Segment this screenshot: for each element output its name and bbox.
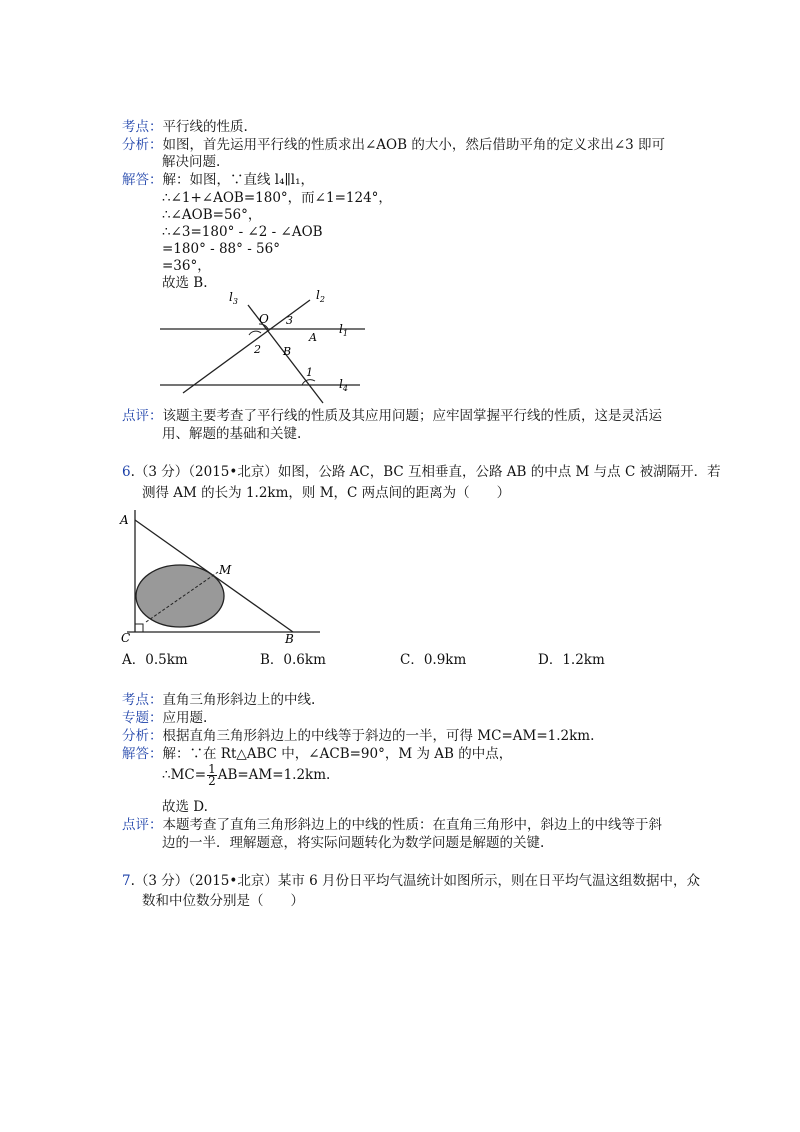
q6-kaodian-row [122, 692, 315, 709]
question-number: 6 [122, 464, 131, 480]
label-angle-2: 2 [254, 343, 261, 356]
fenxi-text-1: 如图，首先运用平行线的性质求出∠AOB 的大小，然后借助平角的定义求出∠3 即可 [162, 137, 666, 153]
label-B: B [283, 345, 292, 358]
fraction-numerator: 1 [208, 762, 216, 776]
label-angle-3: 3 [286, 314, 293, 327]
fenxi-label: 分析： [122, 728, 163, 744]
fenxi-text-2: 解决问题. [162, 154, 221, 170]
q6-stem-row [122, 464, 721, 481]
jieda-label: 解答： [122, 172, 163, 188]
parallel-lines-figure [155, 285, 370, 407]
q6-stem-2: 测得 AM 的长为 1.2km，则 M，C 两点间的距离为（ ） [142, 485, 511, 501]
angle-2-arc [249, 331, 261, 335]
dianping-text-1: 本题考查了直角三角形斜边上的中线的性质：在直角三角形中，斜边上的中线等于斜 [162, 817, 662, 833]
jieda-line-3: 故选 D. [162, 799, 208, 815]
right-angle-mark [135, 624, 143, 632]
fraction-denominator: 2 [208, 774, 216, 788]
lake-ellipse [136, 565, 224, 627]
label-C: C [121, 631, 131, 645]
label-B: B [285, 632, 294, 645]
option-C: C．0.9km [400, 652, 467, 668]
option-B: B．0.6km [260, 652, 326, 668]
kaodian-label: 考点： [122, 119, 163, 135]
q7-stem-1: .（3 分）（2015•北京）某市 6 月份日平均气温统计如图所示，则在日平均气温这组数据中，众 [130, 873, 701, 889]
q7-stem-2: 数和中位数分别是（ ） [142, 893, 304, 909]
kaodian-text: 直角三角形斜边上的中线. [162, 692, 316, 708]
triangle-lake-figure [115, 510, 325, 645]
zhuanti-label: 专题： [122, 710, 163, 726]
dianping-label: 点评： [122, 408, 163, 424]
option-D: D．1.2km [538, 652, 605, 668]
dianping-text-2: 用、解题的基础和关键. [162, 426, 302, 442]
jieda-line-2-pre: ∴MC= [162, 767, 207, 783]
fenxi-label: 分析： [122, 137, 163, 153]
label-O: O [259, 312, 269, 326]
label-angle-1: 1 [306, 366, 313, 379]
q6-zhuanti-row [122, 710, 207, 727]
kaodian-label: 考点： [122, 692, 163, 708]
q6-jieda-row [122, 746, 512, 763]
zhuanti-text: 应用题. [162, 710, 208, 726]
label-M: M [219, 563, 232, 577]
jieda-line-2-post: AB=AM=1.2km. [217, 767, 331, 783]
jieda-line-2 [162, 764, 330, 787]
dianping-text-2: 边的一半．理解题意，将实际问题转化为数学问题是解题的关键. [162, 835, 545, 851]
jieda-line-1: 解：∵在 Rt△ABC 中，∠ACB=90°，M 为 AB 的中点， [162, 746, 513, 762]
jieda-line-3: ∴∠AOB=56°， [162, 207, 262, 223]
jieda-line-6: =36°， [162, 258, 211, 274]
q5-jieda-row [122, 172, 314, 189]
dianping-text-1: 该题主要考查了平行线的性质及其应用问题；应牢固掌握平行线的性质，这是灵活运 [162, 408, 662, 424]
q7-stem-row [122, 873, 700, 890]
jieda-line-7: 故选 B. [162, 275, 208, 291]
label-A: A [120, 513, 129, 527]
q5-fenxi-row [122, 137, 665, 154]
label-l2: $l_2$ [316, 288, 325, 304]
q6-dianping-row [122, 817, 662, 834]
jieda-line-4: ∴∠3=180° - ∠2 - ∠AOB [162, 224, 323, 240]
option-A: A．0.5km [122, 652, 188, 668]
question-number: 7 [122, 873, 131, 889]
q6-fenxi-row [122, 728, 594, 745]
q5-dianping-row [122, 408, 662, 425]
jieda-line-5: =180° - 88° - 56° [162, 241, 280, 257]
fenxi-text: 根据直角三角形斜边上的中线等于斜边的一半，可得 MC=AM=1.2km. [162, 728, 595, 744]
label-l1: $l_1$ [339, 322, 348, 338]
q6-stem-1: .（3 分）（2015•北京）如图，公路 AC，BC 互相垂直，公路 AB 的中点 M 与点 C 被湖隔开．若 [130, 464, 721, 480]
dianping-label: 点评： [122, 817, 163, 833]
label-l3: $l_3$ [229, 290, 238, 306]
label-A: A [309, 331, 317, 344]
label-l4: $l_4$ [339, 377, 348, 393]
jieda-line-2: ∴∠1+∠AOB=180°，而∠1=124°， [162, 190, 392, 206]
jieda-line-1: 解：如图，∵直线 l₄∥l₁， [162, 172, 314, 188]
fraction-one-half [207, 764, 217, 787]
jieda-label: 解答： [122, 746, 163, 762]
q5-kaodian-row [122, 119, 248, 136]
kaodian-text: 平行线的性质. [162, 119, 248, 135]
